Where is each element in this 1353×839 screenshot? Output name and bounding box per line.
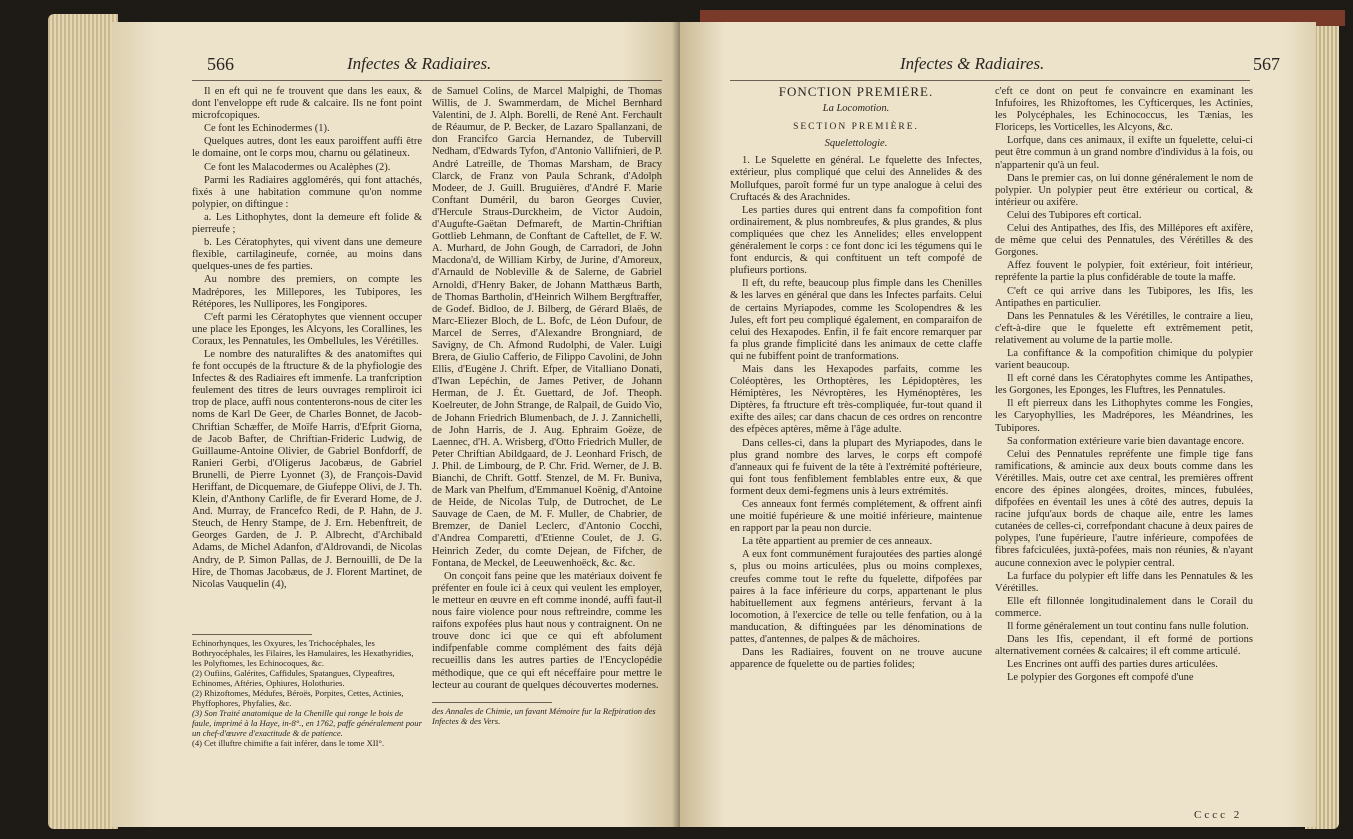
left-page-column-2 <box>432 86 662 698</box>
section-heading: SECTION PREMIÈRE. <box>793 122 919 133</box>
paragraph: Parmi les Radiaires agglomérés, qui font attachés, fixés à une habitation commune qu'on nomme polypier, on diftingue : <box>192 174 422 210</box>
paragraph: Il en eft qui ne fe trouvent que dans les eaux, & dont l'enveloppe eft rude & calcaire. Ils ne font point microfcopiques. <box>192 86 422 122</box>
paragraph: 1. Le Squelette en général. Le fquelette des Infectes, extérieur, plus compliqué que celui des Annelides & des Mollufques, paroît formé fur un type analogue à celui des Cruftacés & des Arachnides. <box>730 155 982 203</box>
footnote-rule-left-2 <box>432 702 552 703</box>
footnotes-left-column-2 <box>432 706 662 746</box>
right-page-column-2 <box>995 86 1253 810</box>
paragraph: Mais dans les Hexapodes parfaits, comme les Coléoptères, les Orthoptères, les Lépidoptères, les Hémiptères, les Névroptères, les Hyménoptères, les Diptères, fa ftructure eft très-compliquée, fur-tout quand il exifte des ailes; car dans chacun de ces ordres on rencontre des efpèces aptères, même à l'âge adulte. <box>730 363 982 436</box>
signature-mark: Cccc 2 <box>1194 809 1243 821</box>
footnote: (2) Rhizoftomes, Médufes, Béroës, Porpites, Cettes, Actinies, Phyffophores, Phyfalies, &c. <box>192 688 404 708</box>
right-page-column-1 <box>730 86 982 816</box>
paragraph: On conçoit fans peine que les matériaux doivent fe préfenter en foule ici à ceux qui veulent les employer, le metteur en œuvre en eft comme inondé, auffi faut-il nous faire violence pour nous reftreindre, comme les raifons expofées plus haut nous y contraignent. On ne trouve donc ici que ce qui eft abfolument indifpenfable comme complément des faits déjà recueillis dans les autres parties de l'Encyclopédie méthodique, que ce qui eft néceffaire pour mettre le lecteur au courant de quelques découvertes modernes. <box>432 570 662 691</box>
paragraph: La tête appartient au premier de ces anneaux. <box>742 536 933 548</box>
paragraph: Dans les Radiaires, fouvent on ne trouve aucune apparence de fquelette ou de parties folides; <box>730 647 982 671</box>
paragraph: Lorfque, dans ces animaux, il exifte un fquelette, celui-ci peut être commun à un grand nombre d'individus à la fois, ou n'appartenir qu'à un feul. <box>995 135 1253 171</box>
paragraph: Dans les Ifis, cependant, il eft formé de portions alternativement cornées & calcaires; il eft comme articulé. <box>995 634 1253 658</box>
footnote: (4) Cet illuftre chimifte a fait inférer, dans le tome XII°. <box>192 738 385 748</box>
header-rule-right <box>730 80 1250 81</box>
chapter-title: FONCTION PREMIÈRE. <box>778 86 934 99</box>
page-number-right: 567 <box>1253 54 1280 74</box>
paragraph: Dans le premier cas, on lui donne généralement le nom de polypier. Un polypier peut être extérieur ou cortical, & intérieur ou axifère. <box>995 172 1253 208</box>
paragraph: Les parties dures qui entrent dans fa compofition font ordinairement, & plus nombreufes, & plus grandes, & plus compliquées que chez les Annelides; elles enveloppent généralement le corps : ce font donc ici les tégumens qui le font endurcis, & qui conftituent un teft compofé de plufieurs portions. <box>730 204 982 277</box>
paragraph: Affez fouvent le polypier, foit extérieur, foit intérieur, repréfente la partie la plus confidérable de toute la maffe. <box>995 260 1253 284</box>
paragraph: Au nombre des premiers, on compte les Madrépores, les Millepores, les Tubipores, les Rétépores, les Nullipores, les Fongipores. <box>192 274 422 310</box>
footnote-rule-left <box>192 634 312 635</box>
paragraph: Ces anneaux font fermés complétement, & offrent ainfi une moitié fupérieure & une moitié inférieure, maintenue en rapport par la peau non durcie. <box>730 499 982 535</box>
paragraph: Celui des Tubipores eft cortical. <box>1007 209 1142 221</box>
section-title: Squelettologie. <box>824 138 888 150</box>
paragraph: Quelques autres, dont les eaux paroiffent auffi être le domaine, ont le corps mou, charnu ou gélatineux. <box>192 136 422 160</box>
book-page-edges-left <box>48 14 118 829</box>
paragraph: Les Encrines ont auffi des parties dures articulées. <box>1007 659 1218 671</box>
paragraph: A eux font communément furajoutées des parties alongé s, plus ou moins articulées, plus ou moins complexes, creufes comme tout le refte du fquelette, difpofées par paires à la face inférieure du corps, appartenant le plus habituellement aux fegmens antérieurs, fervant à la locomotion, à l'exercice de telle ou telle fenfation, ou à la manducation, & diftinguées par les dénominations de pattes, d'antennes, de palpes & de mâchoires. <box>730 549 982 646</box>
footnote: Echinorhynques, les Oxyures, les Trichocéphales, les Bothryocéphales, les Filaires, les Hamulaires, les Hexathyridies, les Polyftomes, les Echinocoques, &c. <box>192 638 414 668</box>
paragraph: Le nombre des naturaliftes & des anatomiftes qui fe font occupés de la ftructure & de la phyfiologie des Infectes & des Radiaires eft immenfe. La tranfcription feulement des titres de leurs ouvrages rempliroit ici trop de place, auffi nous contenterons-nous de citer les noms de Karl De Geer, de Charles Bonnet, de Jacob-Chriftian Schæffer, de Moïfe Harris, d'Efprit Giorna, de Jacob Bafter, de Chriftian-Frideric Ludwig, de Guillaume-Antoine Olivier, de Gabriel Bonfdorff, de Ranieri Gerbi, d'Oligerus Jacobæus, de Gabriel Brunelli, de Pierre Lyonnet (3), de François-David Heriffant, de Dicquemare, de Giufeppe Olivi, de J. Th. Klein, d'Anthony Carlifle, de fir Everard Home, de J. And. Murray, de Francefco Redi, de P. Hahn, de J. Steuch, de Henry Stampe, de J. Ern. Hebenftreit, de Georges Garden, de J. P. Albrecht, d'Archibald Adams, de Michel Adanfon, d'Aldrovandi, de Nicolas Andry, de P. Simon Pallas, de J. Bernouilli, de De la Hire, de Thomas Jacobæus, de J. Florent Martinet, de Nicolas Vauquelin (4), <box>192 348 422 590</box>
paragraph: de Samuel Colins, de Marcel Malpighi, de Thomas Willis, de J. Swammerdam, de Michel Bernhard Valentini, de J. Alph. Borelli, de René Ant. Ferchault de Réaumur, de P. Becker, de Lazaro Spallanzani, de don Francifco Garcia Hernandez, de Tubervill Nedham, d'Edwards Tyfon, d'Antonio Vallifnieri, de P. André Latreille, de Thomas Marsham, de Bracy Clarck, de Franz von Paula Schrank, d'Adolph Modeer, de J. Guill. Bruguières, d'André F. Marie Conftant Duméril, du baron Georges Cuvier, d'Hercule Straus-Durckheim, de Victor Audoin, d'Augufte-Gaëtan Defmareft, de Martin-Chriftian Gottlieb Lehmann, de Conftant de Caftellet, de F. W. A. Murhard, de John Gough, de Carradori, de John Macdona'd, de William Kirby, de Jurine, d'Amoreux, d'Arnauld de Nobleville & de Salerne, de Gabriel Arnoldi, d'Henry Baker, de Johann Matthæus Barth, de Thomas Bartholin, d'Heinrich Wilhem Bergftraffer, de Godef. Bidloo, de J. Bilberg, de Gérard Blaës, de Marc-Eliezer Bloch, de L. Bofc, de Léon Dufour, de Marcel de Serres, d'Alexandre Brongniard, de Savigny, de Ch. Afmond Rudolphi, de Valer. Luigi Brera, de Giulio Cafferio, de Filippo Cavolini, de John Ellis, d'Eugène J. Chrift. Efper, de Vitalliano Donati, d'Iwan Lepéchin, de James Petiver, de Johann Herman, de J. Ét. Guettard, de Jof. Theoph. Koelreuter, de John Strange, de Ralpail, de Guido Vio, de Johann Friedrich Blumenbach, de J. J. Zannichelli, de John Harris, de J. Aug. Ephraim Goëze, de Laennec, d'H. A. Wrisberg, d'Otto Friedrich Muller, de Peter Chriftian Abildgaard, de J. Leonhard Frisch, de J. Phil. de Limbourg, de P. Chr. Frid. Werner, de J. B. Bianchi, de Chrift. Gottf. Stenzel, de M. Fr. Buniva, de Mark van Phelfum, d'Emmanuel Koënig, d'Antoine de Heide, de Nicolas Tulp, de Dutrochet, de Le Sauvage de Caen, de M. F. Muller, de Chabrier, de Bremzer, de Daniel Leclerc, d'Antonio Cocchi, d'Andrea Comparetti, d'Etienne Coulet, de J. G. Heinrich Zeder, du comte Dejean, de Fifcher, de Fontana, de Meckel, de Leeuwenhoëck, &c. &c. <box>432 86 662 569</box>
running-head-left: Infectes & Radiaires. <box>347 54 492 73</box>
paragraph: Celui des Antipathes, des Ifis, des Millépores eft axifère, de même que celui des Pennatules, des Vérétilles & des Gorgones. <box>995 223 1253 259</box>
paragraph: Celui des Pennatules repréfente une fimple tige fans ramifications, & amincie aux deux bouts comme dans les Vérétilles. Mais, outre cet axe central, les premières offrent encore des épines alongées, droites, minces, fubulées, difpofées en éventail les unes à côté des autres, depuis la racine jufqu'aux bords de chaque aile, entre les lames cutanées de celles-ci, correfpondant chacune à deux paires de polypes, l'une fupérieure, l'autre inférieure, compofées de fibres fafciculées, juxtà-pofées, mais non réunies, & n'ayant aucune connexion avec le polypier central. <box>995 448 1253 569</box>
paragraph: b. Les Cératophytes, qui vivent dans une demeure flexible, cartilagineufe, cornée, au moins dans quelques-unes de fes parties. <box>192 237 422 273</box>
paragraph: c'eft ce dont on peut fe convaincre en examinant les Infufoires, les Rhizoftomes, les Cyfticerques, les Actinies, les Polycéphales, les Echinococcus, les Tænias, les Floriceps, les Vorticelles, les Alcyons, &c. <box>995 86 1253 134</box>
paragraph: La confiftance & la compofition chimique du polypier varient beaucoup. <box>995 347 1253 372</box>
footnote: (2) Oufiins, Galérites, Caffidules, Spatangues, Clypeaftres, Echinomes, Aftéries, Ophiures, Holothuries. <box>192 668 395 688</box>
footnotes-left-column-1 <box>192 638 422 818</box>
paragraph: Il forme généralement un tout continu fans nulle folution. <box>1007 621 1249 633</box>
chapter-subtitle: La Locomotion. <box>822 103 890 115</box>
paragraph: a. Les Lithophytes, dont la demeure eft folide & pierreufe ; <box>192 211 422 236</box>
paragraph: C'eft parmi les Cératophytes que viennent occuper une place les Eponges, les Alcyons, les Corallines, les Coraux, les Pennatules, les Ombellules, les Vérétilles. <box>192 311 422 347</box>
paragraph: Il eft corné dans les Cératophytes comme les Antipathes, les Gorgones, les Eponges, les Fluftres, les Pennatules. <box>995 373 1253 397</box>
page-number-left: 566 <box>207 54 234 74</box>
paragraph: Dans les Pennatules & les Vérétilles, le contraire a lieu, c'eft-à-dire que le fquelette eft extrêmement petit, relativement au volume de la partie molle. <box>995 310 1253 346</box>
paragraph: Il eft, du refte, beaucoup plus fimple dans les Chenilles & les larves en général que dans les Infectes parfaits. Celui de certains Myriapodes, comme les Scolopendres & les Jules, eft fort peu compliqué également, en comparaifon de celui des Hexapodes. Enfin, il fe fait encore remarquer par fa plus grande fimplicité dans les animaux de cette claffe qui ne fubiffent point de tranformations. <box>730 278 982 362</box>
running-head-right: Infectes & Radiaires. <box>900 54 1045 73</box>
paragraph: Ce font les Echinodermes (1). <box>204 123 330 135</box>
paragraph: Ce font les Malacodermes ou Acalèphes (2). <box>204 161 391 173</box>
header-rule-left <box>192 80 662 81</box>
paragraph: C'eft ce qui arrive dans les Tubipores, les Ifis, les Antipathes en particulier. <box>995 285 1253 309</box>
paragraph: Sa conformation extérieure varie bien davantage encore. <box>1007 435 1245 447</box>
footnote: des Annales de Chimie, un favant Mémoire fur la Refpiration des Infectes & des Vers. <box>432 706 656 726</box>
left-page <box>112 22 680 827</box>
footnote: (3) Son Traité anatomique de la Chenille qui ronge le bois de faule, imprimé à la Haye, in-8°., en 1762, paffe généralement pour un chef-d'œuvre d'exactitude & de patience. <box>192 708 422 738</box>
paragraph: Le polypier des Gorgones eft compofé d'une <box>1007 672 1194 684</box>
paragraph: Il eft pierreux dans les Lithophytes comme les Fongies, les Caryophyllies, les Madrépores, les Méandrines, les Tubipores. <box>995 398 1253 434</box>
right-page <box>680 22 1316 827</box>
paragraph: La furface du polypier eft liffe dans les Pennatules & les Vérétilles. <box>995 570 1253 594</box>
paragraph: Dans celles-ci, dans la plupart des Myriapodes, dans le plus grand nombre des larves, le corps eft compofé d'anneaux qui fe fuivent de la tête à l'extrémité poftérieure, qui font tous fenfiblement femblables entre eux, & que forment deux demi-fegmens unis à leurs extrémités. <box>730 437 982 497</box>
paragraph: Elle eft fillonnée longitudinalement dans le Corail du commerce. <box>995 595 1253 619</box>
left-page-column-1 <box>192 86 422 630</box>
